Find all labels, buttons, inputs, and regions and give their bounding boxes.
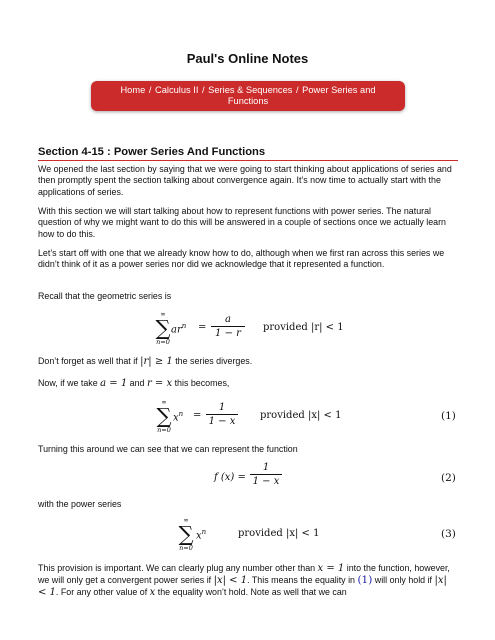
breadcrumb-separator: / (293, 85, 302, 95)
math-inline: x (149, 586, 156, 598)
sigma-symbol: ∑ (155, 316, 171, 340)
paragraph-purpose: With this section we will start talking about how to represent functions with power series. The natural question of why we might want to do this will be answered in a couple of sections once we actually learn how to do this. (38, 206, 446, 239)
fraction-denominator: 1 − r (215, 328, 241, 339)
text: This provision is important. We can clearly plug any number other than (38, 563, 318, 573)
breadcrumb-current-line1: Power Series and (302, 85, 376, 95)
math-inline: |r| ≥ 1 (140, 356, 173, 367)
equation-3 (0, 516, 495, 556)
breadcrumb-calculus-ii[interactable]: Calculus II (155, 85, 199, 95)
breadcrumb-current-line2: Functions (227, 96, 269, 106)
text: Now, if we take (38, 378, 101, 388)
text: will only hold if (372, 574, 435, 585)
fraction-bar (211, 326, 245, 327)
equation-reference-link[interactable]: (1) (357, 573, 373, 586)
series-term: x (196, 530, 202, 542)
series-term-exponent: n (178, 410, 184, 418)
sum-lower-limit: n=0 (156, 338, 170, 346)
breadcrumb-separator: / (146, 85, 154, 95)
sum-upper-limit: ∞ (161, 398, 167, 406)
equation-number: (2) (441, 472, 456, 484)
math-inline: |x| < 1 (38, 574, 447, 598)
sigma-symbol: ∑ (156, 404, 172, 428)
fraction-numerator: a (225, 314, 231, 325)
equation-2 (0, 462, 495, 494)
section-title: Section 4-15 : Power Series And Functions (38, 146, 458, 161)
math-inline: |x| < 1 (213, 574, 248, 586)
fraction-numerator: 1 (218, 402, 226, 413)
equation-number: (3) (441, 528, 456, 540)
paragraph-intro: We opened the last section by saying that we were going to start thinking about applications of series and then promptly spent the section talking about convergence again. It’s now time to actually start with the applications of series. (38, 164, 452, 197)
fraction-numerator: 1 (262, 462, 270, 473)
text: Don’t forget as well that if (38, 356, 141, 366)
fraction-denominator: 1 − x (208, 416, 236, 427)
sum-lower-limit: n=0 (179, 544, 193, 552)
text: this becomes, (172, 378, 230, 388)
paragraph-start: Let’s start off with one that we already know how to do, although when we first ran across this series we didn’t think of it as a power series nor did we acknowledge that it represented a function. (38, 248, 445, 270)
site-title[interactable]: Paul's Online Notes (186, 51, 309, 66)
series-term: x (173, 412, 179, 424)
text: . This means the equality in (247, 574, 358, 585)
equation-condition: provided |x| < 1 (260, 410, 342, 421)
breadcrumb-home[interactable]: Home (120, 85, 146, 95)
fraction-bar (250, 474, 282, 475)
paragraph-substitution (38, 378, 458, 389)
text: the equality won’t hold. Note as well that we can (155, 586, 347, 597)
breadcrumb-series-sequences[interactable]: Series & Sequences (208, 85, 293, 95)
breadcrumb-separator: / (199, 85, 208, 95)
fraction-denominator: 1 − x (252, 476, 280, 487)
sum-upper-limit: ∞ (183, 516, 189, 524)
math-inline: x = 1 (317, 563, 345, 574)
equals-sign: = (198, 322, 207, 333)
paragraph-turning-around: Turning this around we can see that we can represent the function (38, 444, 298, 454)
equation-1 (0, 398, 495, 438)
equals-sign: = (193, 410, 202, 421)
equation-condition: provided |x| < 1 (238, 528, 320, 539)
series-term: ar (171, 324, 182, 336)
equation-number: (1) (441, 410, 456, 422)
text: into the function, however, we will only get a convergent power series if (38, 563, 450, 585)
text: and (127, 378, 147, 388)
text: . For any other value of (55, 586, 150, 597)
paragraph-provision (38, 563, 458, 598)
paragraph-power-series: with the power series (38, 499, 122, 509)
sigma-symbol: ∑ (178, 522, 194, 546)
function-lhs: f (x) = (214, 472, 246, 483)
math-inline: a = 1 (100, 378, 128, 389)
paragraph-recall: Recall that the geometric series is (38, 291, 172, 301)
math-inline: r = x (146, 378, 173, 389)
sum-lower-limit: n=0 (157, 426, 171, 434)
text: the series diverges. (172, 356, 253, 366)
equation-condition: provided |r| < 1 (263, 322, 344, 333)
series-term-exponent: n (181, 322, 187, 330)
series-term-exponent: n (201, 528, 207, 536)
sum-upper-limit: ∞ (160, 310, 166, 318)
equation-geometric-series (0, 310, 495, 350)
fraction-bar (206, 414, 238, 415)
paragraph-diverges (38, 356, 458, 367)
breadcrumb (91, 81, 405, 111)
